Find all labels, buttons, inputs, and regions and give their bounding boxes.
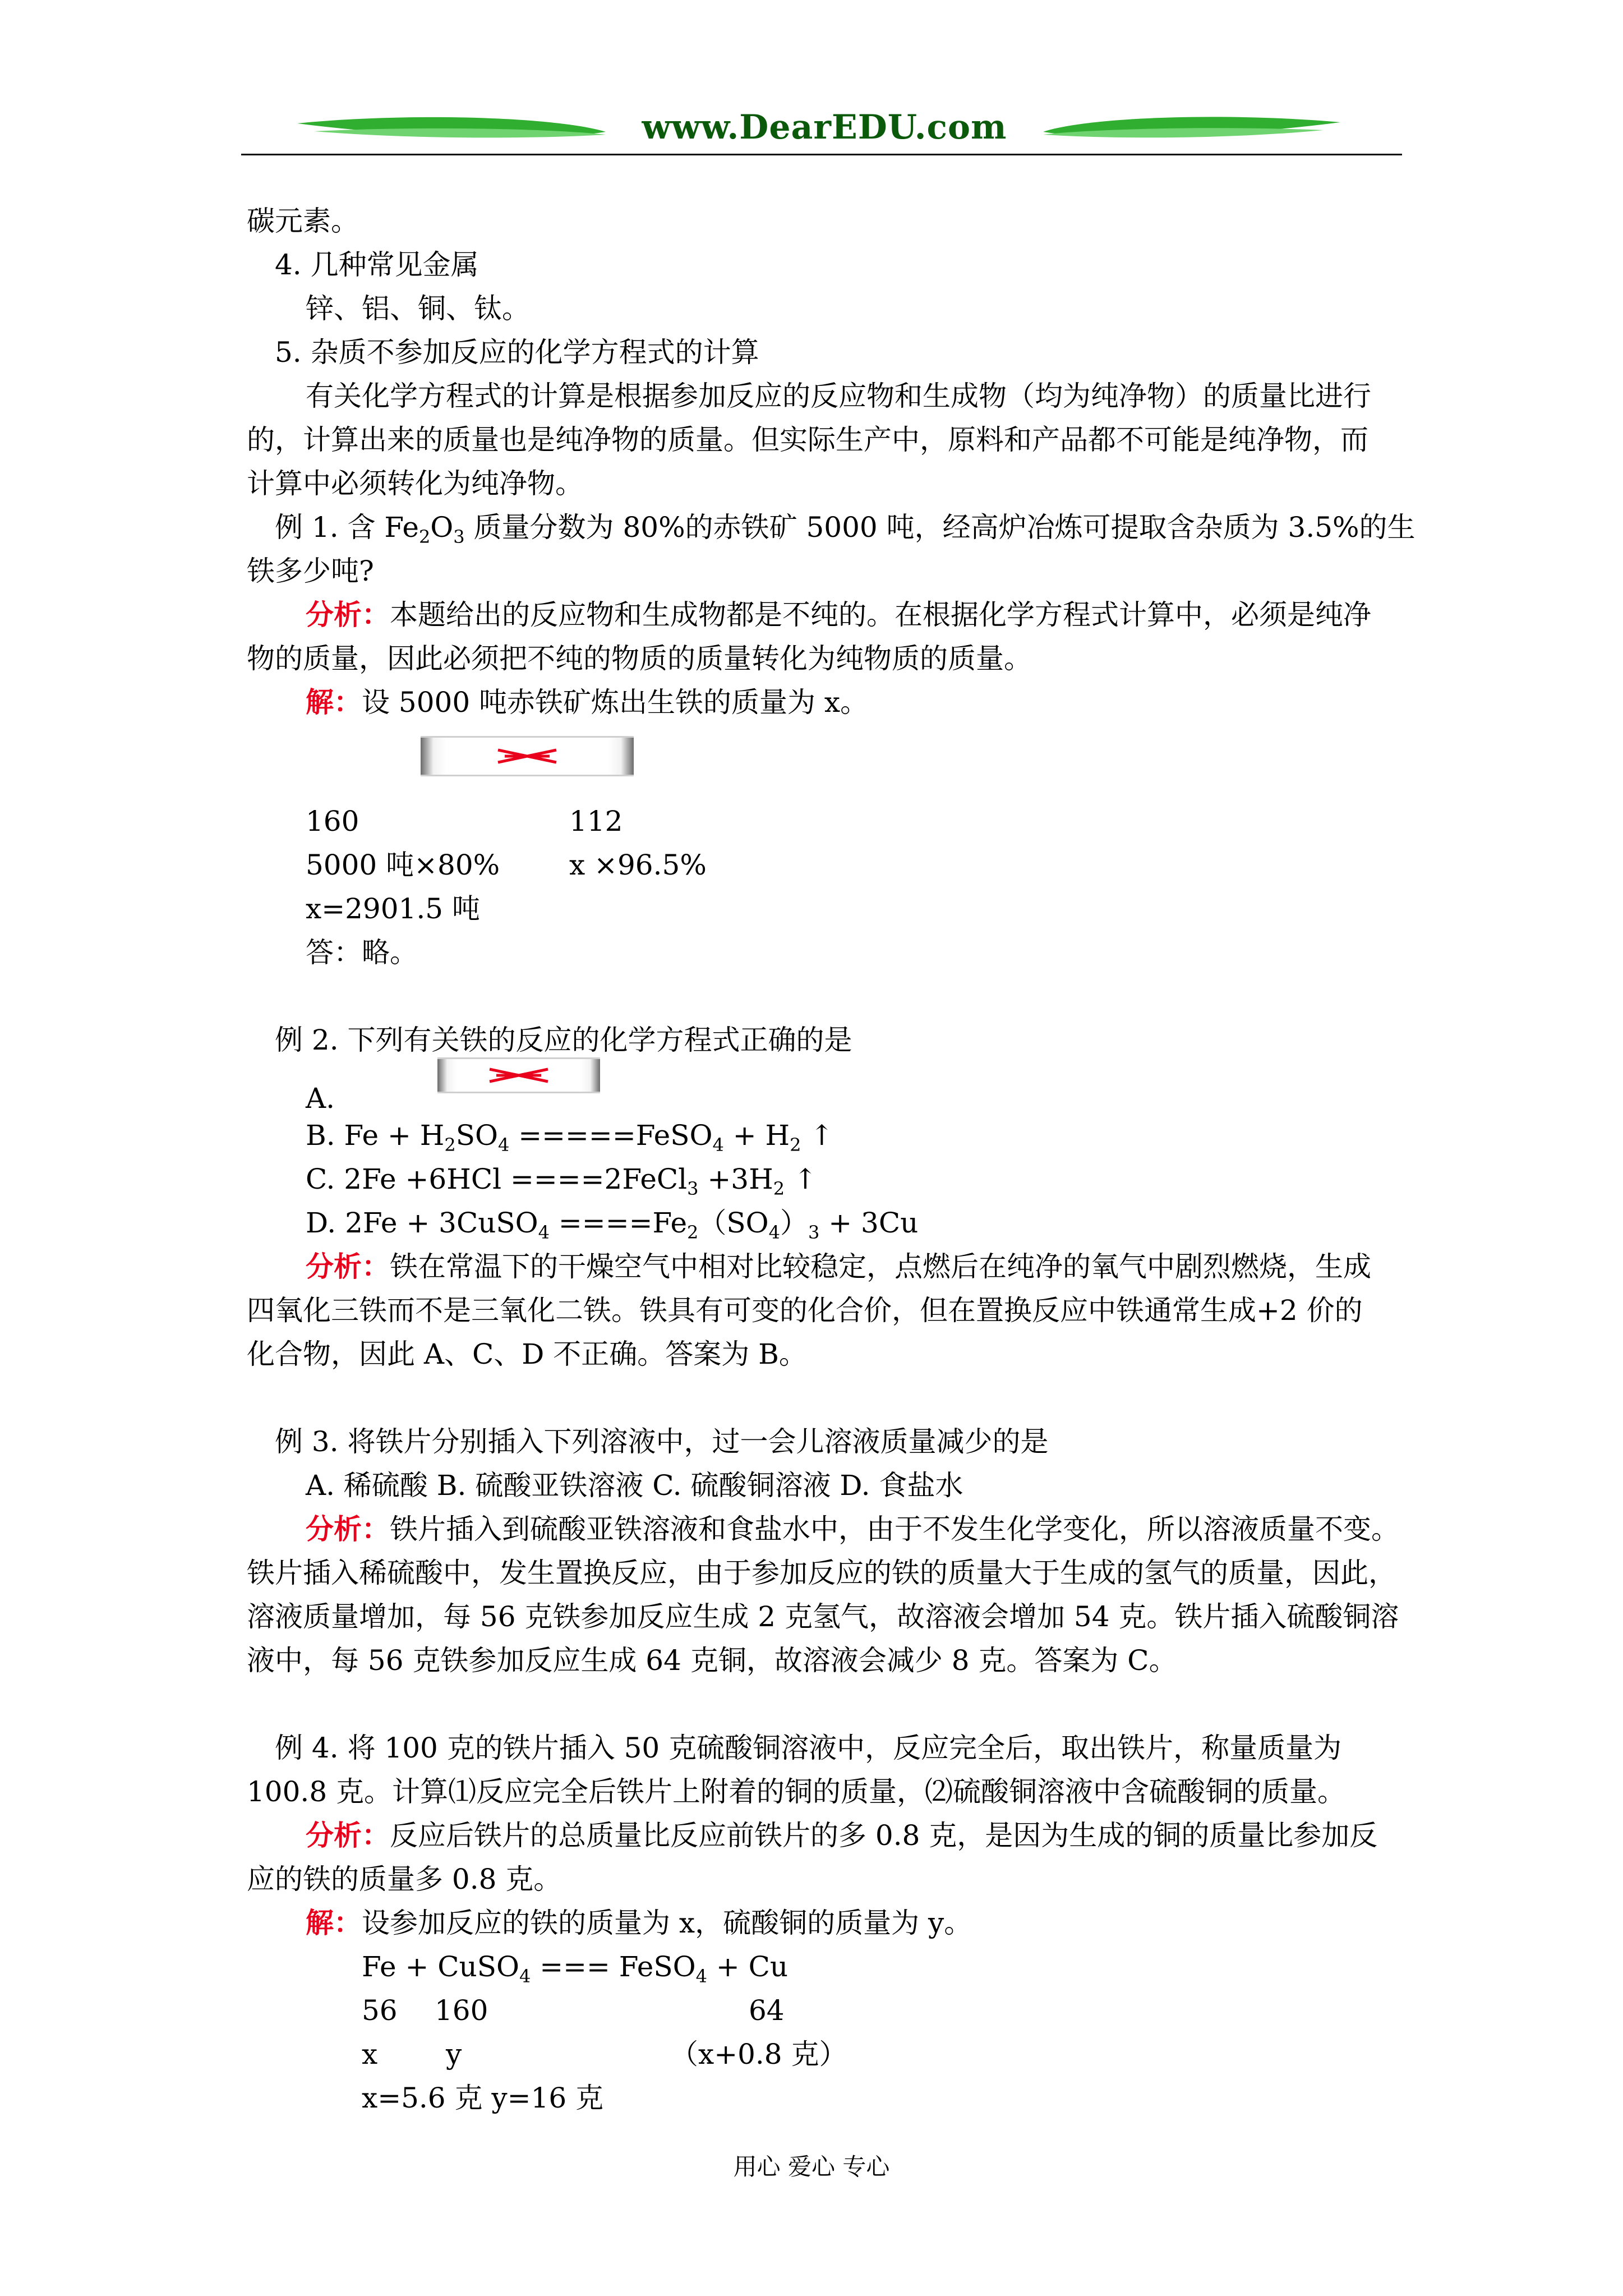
- example-3-analysis: 分析：铁片插入到硫酸亚铁溶液和食盐水中，由于不发生化学变化，所以溶液质量不变。: [306, 1512, 1399, 1545]
- equation-line: Fe + CuSO$_4$ === FeSO$_4$ + Cu: [362, 1950, 789, 1987]
- example-4-solution: 解：设参加反应的铁的质量为 x，硫酸铜的质量为 y。: [306, 1906, 972, 1939]
- site-logo-text: www.DearEDU.com: [642, 108, 1007, 147]
- page-header: [241, 107, 1402, 163]
- answer-line: 答：略。: [306, 936, 418, 969]
- option-a: A.: [247, 1062, 1402, 1114]
- text-line: 的，计算出来的质量也是纯净物的质量。但实际生产中，原料和产品都不可能是纯净物，而: [247, 424, 1368, 456]
- text-line: 有关化学方程式的计算是根据参加反应的反应物和生成物（均为纯净物）的质量比进行: [306, 380, 1371, 412]
- broken-image-icon: [421, 736, 634, 776]
- example-4-analysis: 分析：反应后铁片的总质量比反应前铁片的多 0.8 克，是因为生成的铜的质量比参加反: [306, 1819, 1378, 1852]
- result-line: x=5.6 克 y=16 克: [362, 2082, 604, 2114]
- option-b: B. $Fe + H_2SO_4$ =====FeSO$_4$ + $H_2$ ↑: [306, 1119, 834, 1156]
- text-line: 应的铁的质量多 0.8 克。: [247, 1863, 562, 1895]
- solution-label: 解：: [306, 685, 362, 719]
- text-line: 物的质量，因此必须把不纯的物质的质量转化为纯物质的质量。: [247, 642, 1032, 675]
- text-line: 液中，每 56 克铁参加反应生成 64 克铜，故溶液会减少 8 克。答案为 C。: [247, 1644, 1177, 1677]
- example-3-options: A. 稀硫酸 B. 硫酸亚铁溶液 C. 硫酸铜溶液 D. 食盐水: [306, 1469, 963, 1502]
- example-1-analysis: 分析：本题给出的反应物和生成物都是不纯的。在根据化学方程式计算中，必须是纯净: [306, 598, 1371, 631]
- text-line: 溶液质量增加，每 56 克铁参加反应生成 2 克氢气，故溶液会增加 54 克。铁片插入硫酸铜溶: [247, 1600, 1399, 1633]
- analysis-label: 分析：: [306, 1819, 390, 1852]
- option-c: C. 2Fe +6HCl ====2FeCl$_3$ $+3H_2$ ↑: [306, 1163, 817, 1199]
- ratio-row: 5000 吨×80% x ×96.5%: [306, 849, 707, 881]
- solution-label: 解：: [306, 1906, 362, 1939]
- example-2-question: 例 2. 下列有关铁的反应的化学方程式正确的是: [275, 1024, 852, 1056]
- ratio-row: x y （x+0.8 克）: [362, 2038, 847, 2070]
- ratio-row: 160 112: [306, 805, 623, 838]
- analysis-label: 分析：: [306, 1512, 390, 1545]
- option-d: D. 2Fe + 3CuSO$_4$ $====Fe_2(SO_4)_3 + 3Cu$: [306, 1207, 919, 1243]
- section-heading: 4. 几种常见金属: [275, 249, 479, 281]
- example-1-question: 例 1. 含 $Fe_2O_3$ 质量分数为 80%的赤铁矿 5000 吨，经高炉冶炼可提取含杂质为 3.5%的生: [275, 511, 1415, 547]
- analysis-label: 分析：: [306, 598, 390, 631]
- example-3-question: 例 3. 将铁片分别插入下列溶液中，过一会儿溶液质量减少的是: [275, 1425, 1049, 1458]
- text-line: 锌、铝、铜、钛。: [306, 292, 530, 325]
- text-line: 碳元素。: [247, 205, 359, 237]
- broken-image-icon: [437, 1057, 600, 1093]
- text-line: 铁片插入稀硫酸中，发生置换反应，由于参加反应的铁的质量大于生成的氢气的质量，因此，: [247, 1557, 1396, 1589]
- example-2-analysis: 分析：铁在常温下的干燥空气中相对比较稳定，点燃后在纯净的氧气中剧烈燃烧，生成: [306, 1250, 1371, 1283]
- equation-image-placeholder: [247, 724, 1402, 799]
- analysis-label: 分析：: [306, 1250, 390, 1283]
- section-heading: 5. 杂质不参加反应的化学方程式的计算: [275, 336, 759, 369]
- ratio-row: 56 160 64: [362, 1994, 785, 2027]
- text-line: 100.8 克。计算⑴反应完全后铁片上附着的铜的质量，⑵硫酸铜溶液中含硫酸铜的质量。: [247, 1775, 1346, 1808]
- result-line: x=2901.5 吨: [306, 892, 480, 925]
- example-1-solution: 解：设 5000 吨赤铁矿炼出生铁的质量为 x。: [306, 685, 869, 719]
- document-body: [247, 199, 1415, 2120]
- text-line: 化合物，因此 A、C、D 不正确。答案为 B。: [247, 1338, 807, 1370]
- example-1-question-cont: 铁多少吨?: [247, 555, 374, 587]
- header-divider: [241, 154, 1402, 155]
- text-line: 计算中必须转化为纯净物。: [247, 467, 583, 500]
- text-line: 四氧化三铁而不是三氧化二铁。铁具有可变的化合价，但在置换反应中铁通常生成+2 价的: [247, 1294, 1363, 1327]
- example-4-question: 例 4. 将 100 克的铁片插入 50 克硫酸铜溶液中，反应完全后，取出铁片，称量质量为: [275, 1732, 1342, 1764]
- page-footer: 用心 爱心 专心: [733, 2153, 890, 2180]
